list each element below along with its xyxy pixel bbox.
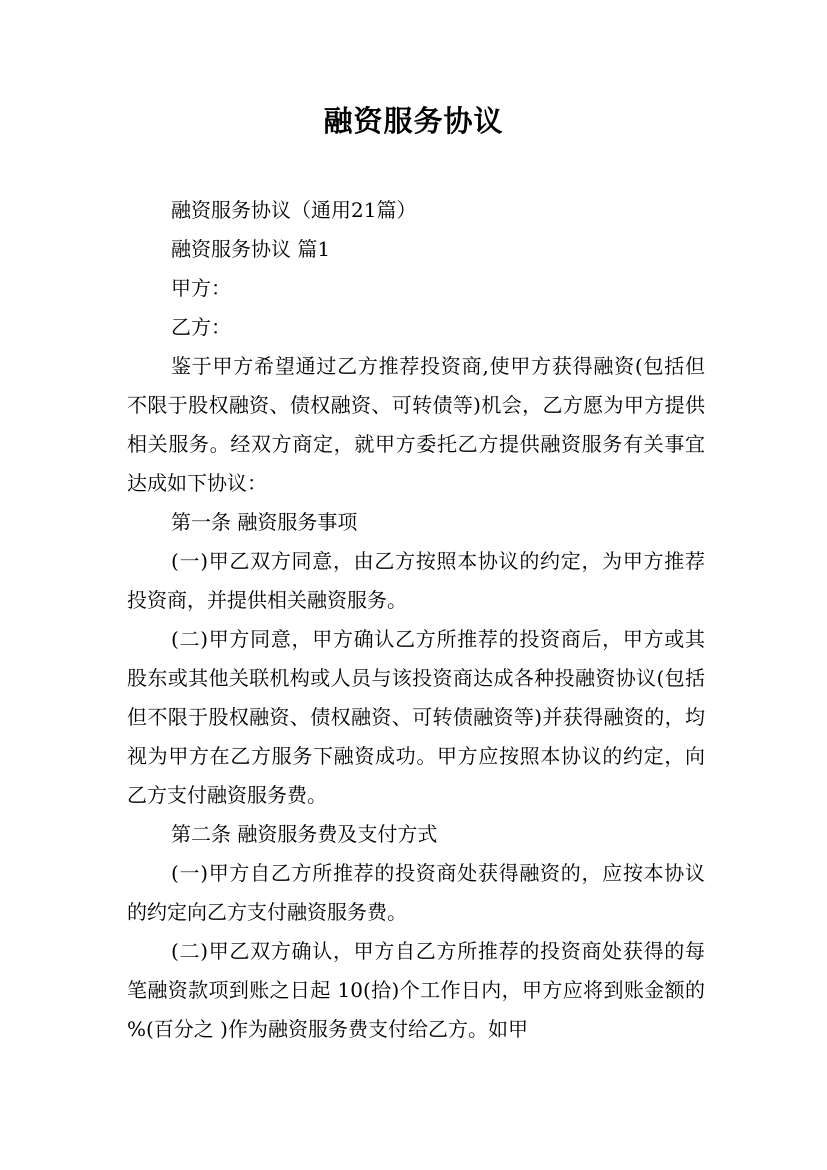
paragraph-article-2-heading: 第二条 融资服务费及支付方式 [171, 822, 438, 846]
document-title: 融资服务协议 [323, 104, 504, 138]
paragraph-party-b: 乙方： [171, 315, 231, 339]
paragraph-article-1-item-1: (一)甲乙双方同意，由乙方按照本协议的约定，为甲方推荐投资商，并提供相关融资服务。 [127, 549, 705, 612]
paragraph-heading-part1: 融资服务协议 篇1 [171, 237, 331, 261]
paragraph-party-a: 甲方： [171, 276, 231, 300]
paragraph-heading-general: 融资服务协议（通用21篇） [171, 198, 417, 222]
document-body [127, 191, 705, 1049]
paragraph-article-2-item-1: (一)甲方自乙方所推荐的投资商处获得融资的，应按本协议的约定向乙方支付融资服务费。 [127, 861, 705, 924]
paragraph-preamble: 鉴于甲方希望通过乙方推荐投资商,使甲方获得融资(包括但不限于股权融资、债权融资、可转债等)机会，乙方愿为甲方提供相关服务。经双方商定，就甲方委托乙方提供融资服务有关事宜达成如下协议： [127, 354, 705, 495]
paragraph-article-1-heading: 第一条 融资服务事项 [171, 510, 358, 534]
paragraph-article-2-item-2: (二)甲乙双方确认，甲方自乙方所推荐的投资商处获得的每笔融资款项到账之日起 10(拾)个工作日内，甲方应将到账金额的 %(百分之 )作为融资服务费支付给乙方。如甲 [127, 939, 705, 1041]
paragraph-article-1-item-2: (二)甲方同意，甲方确认乙方所推荐的投资商后，甲方或其股东或其他关联机构或人员与该投资商达成各种投融资协议(包括但不限于股权融资、债权融资、可转债融资等)并获得融资的，均视为甲方在乙方服务下融资成功。甲方应按照本协议的约定，向乙方支付融资服务费。 [127, 627, 705, 807]
